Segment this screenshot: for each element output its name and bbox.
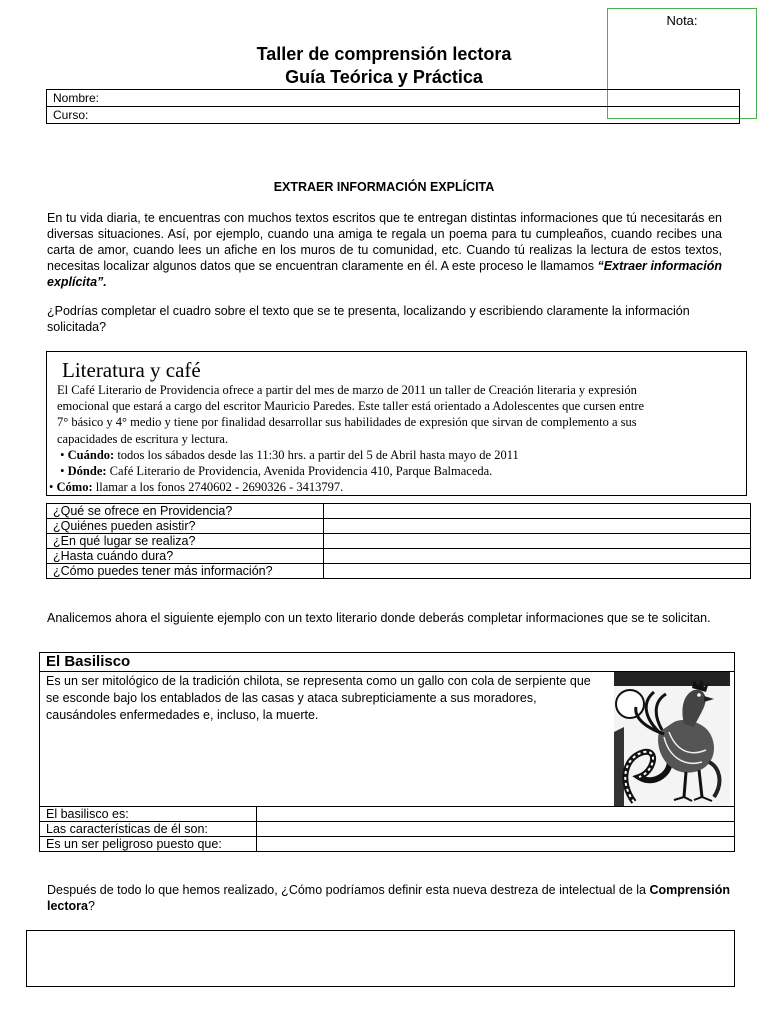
bullet-when-text: todos los sábados desde las 11:30 hrs. a partir del 5 de Abril hasta mayo de 2011 [114, 447, 519, 462]
basilisco-question: Es un ser peligroso puesto que: [40, 837, 257, 852]
name-label: Nombre: [53, 91, 100, 105]
table-row [47, 549, 751, 564]
table-row [47, 564, 751, 579]
intro-text: En tu vida diaria, te encuentras con muchos textos escritos que te entregan distintas informaciones que tú necesitarás en diversas situaciones. Así, por ejemplo, cuando una amiga te regala un poema para tu cumpleaños, cuando recibes una carta de amor, cuando lees un afiche en los muros de tu comunidad, etc. Cuando tú realizas la lectura de estos textos, necesitas localizar algunos datos que se encuentran claramente en él. A este proceso le llamamos [47, 211, 722, 273]
answer-cell[interactable] [324, 549, 751, 564]
analysis-intro: Analicemos ahora el siguiente ejemplo con un texto literario donde deberás completar informaciones que se te solicitan. [47, 611, 711, 625]
student-info-table [46, 89, 740, 124]
bullet-how-label: Cómo: [56, 480, 93, 495]
literatura-line: capacidades de escritura y lectura. [57, 431, 229, 446]
grade-label: Nota: [666, 13, 698, 28]
bullet-where-label: Dónde: [67, 464, 107, 479]
course-label: Curso: [53, 108, 89, 122]
intro-emphasis: “Extraer información explícita”. [47, 259, 722, 289]
table-row [47, 534, 751, 549]
section-heading: EXTRAER INFORMACIÓN EXPLÍCITA [273, 180, 495, 194]
literatura-title: Literatura y café [62, 358, 201, 382]
question-cell: ¿Hasta cuándo dura? [47, 549, 324, 564]
table-row [40, 807, 735, 822]
table-row [40, 837, 735, 852]
course-field[interactable] [47, 107, 740, 124]
table-row [47, 519, 751, 534]
literatura-line: El Café Literario de Providencia ofrece a partir del mes de marzo de 2011 un taller de Creación literaria y expresión [57, 383, 637, 397]
answer-cell[interactable] [324, 564, 751, 579]
answer-cell[interactable] [257, 807, 735, 822]
table-row [40, 822, 735, 837]
question-intro: ¿Podrías completar el cuadro sobre el texto que se te presenta, localizando y escribiendo claramente la información solicitada? [47, 304, 690, 334]
final-question [47, 882, 737, 914]
final-question-bold: Comprensión lectora [47, 883, 731, 913]
bullet-when-label: Cuándo: [67, 447, 115, 462]
bullet-where-text: Café Literario de Providencia, Avenida Providencia 410, Parque Balmaceda. [106, 464, 493, 479]
answer-cell[interactable] [257, 837, 735, 852]
name-field[interactable] [47, 90, 740, 107]
intro-paragraph [47, 210, 722, 290]
basilisco-question: Las características de él son: [40, 822, 257, 837]
answer-cell[interactable] [324, 504, 751, 519]
bullet-how: • Cómo: llamar a los fonos 2740602 - 2690326 - 3413797. [49, 480, 344, 495]
bullet-where: • Dónde: Café Literario de Providencia, Avenida Providencia 410, Parque Balmaceda. [57, 464, 493, 479]
questions-table [46, 503, 751, 579]
answer-cell[interactable] [324, 519, 751, 534]
page-title: Taller de comprensión lectora [256, 44, 512, 64]
bullet-when: • Cuándo: todos los sábados desde las 11:30 hrs. a partir del 5 de Abril hasta mayo de 2011 [57, 447, 519, 462]
answer-cell[interactable] [324, 534, 751, 549]
answer-box[interactable] [26, 930, 735, 987]
bullet-how-text: llamar a los fonos 2740602 - 2690326 - 3413797. [92, 480, 344, 495]
final-question-text: Después de todo lo que hemos realizado, ¿Cómo podríamos definir esta nueva destreza de intelectual de la [47, 883, 650, 897]
answer-cell[interactable] [257, 822, 735, 837]
question-cell: ¿Cómo puedes tener más información? [47, 564, 324, 579]
page-subtitle: Guía Teórica y Práctica [285, 67, 483, 87]
literatura-text [49, 382, 732, 495]
final-question-end: ? [88, 899, 95, 913]
table-row [47, 504, 751, 519]
question-cell: ¿En qué lugar se realiza? [47, 534, 324, 549]
literatura-cafe-box [46, 351, 747, 496]
basilisco-question: El basilisco es: [40, 807, 257, 822]
question-cell: ¿Quiénes pueden asistir? [47, 519, 324, 534]
basilisco-text: Es un ser mitológico de la tradición chilota, se representa como un gallo con cola de serpiente que se esconde bajo los entablados de las casas y ataca subrepticiamente a sus moradores, causándoles enfermedades e, incluso, la muerte. [46, 674, 591, 722]
question-cell: ¿Qué se ofrece en Providencia? [47, 504, 324, 519]
literatura-line: 7° básico y 4° medio y tiene por finalidad desarrollar sus habilidades de expresión que sirvan de complemento a sus [57, 415, 637, 430]
rooster-illustration-icon [614, 672, 730, 806]
literatura-line: emocional que estará a cargo del escritor Mauricio Paredes. Este taller está orientado a Adolescentes que cursen entre [57, 399, 645, 414]
basilisco-title: El Basilisco [40, 653, 735, 672]
